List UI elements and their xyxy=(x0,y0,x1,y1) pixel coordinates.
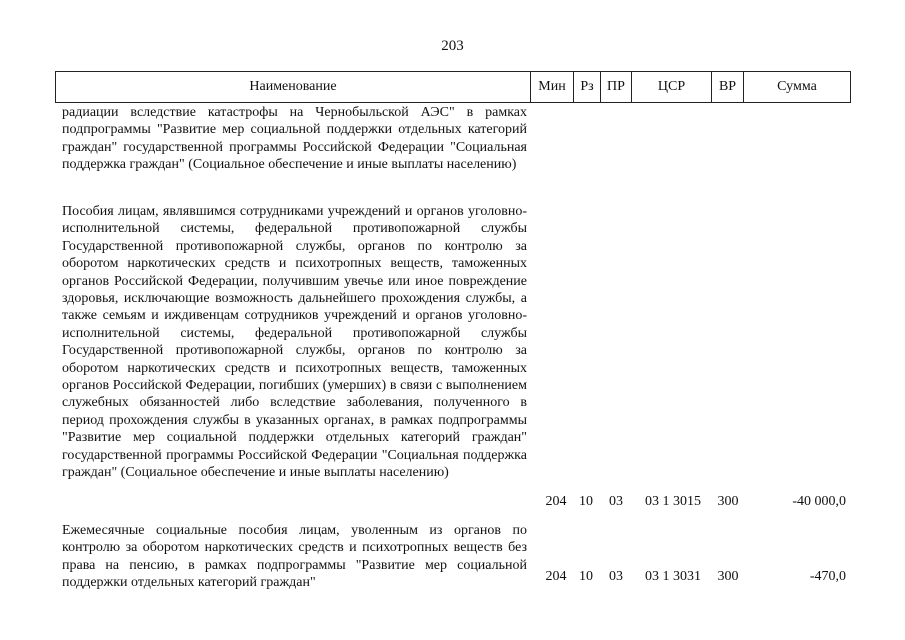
row-min: 204 xyxy=(545,569,567,584)
header-name: Наименование xyxy=(56,72,531,102)
row-pr: 03 xyxy=(609,569,623,584)
table-header xyxy=(55,71,851,103)
header-min: Мин xyxy=(531,72,574,102)
row-vr: 300 xyxy=(717,569,739,584)
header-csr: ЦСР xyxy=(632,72,712,102)
header-pr: ПР xyxy=(601,72,632,102)
row-sum: -470,0 xyxy=(809,569,846,584)
row-min: 204 xyxy=(545,494,567,509)
row-sum: -40 000,0 xyxy=(792,494,846,509)
row-csr: 03 1 3031 xyxy=(645,569,701,584)
row-rz: 10 xyxy=(579,569,593,584)
row-name: Пособия лицам, являвшимся сотрудниками учреждений и органов уголовно-исполнительной системы, федеральной противопожарной службы Государственной противопожарной службы, органов по контролю за оборотом наркотических средств и психотропных веществ, таможенных органов Российской Федерации, получившим увечье или иное повреждение здоровья, исключающие возможность дальнейшего прохождения службы, а также семьям и иждивенцам сотрудников учреждений и органов уголовно-исполнительной системы, федеральной противопожарной службы Государственной противопожарной службы, органов по контролю за оборотом наркотических средств и психотропных веществ, таможенных органов Российской Федерации, погибших (умерших) в связи с выполнением служебных обязанностей либо вследствие заболевания, полученного в период прохождения службы в указанных органах, в рамках подпрограммы "Развитие мер социальной поддержки отдельных категорий граждан" государственной программы Российской Федерации "Социальная поддержка граждан" (Социальное обеспечение и иные выплаты населению) xyxy=(62,204,527,481)
header-vr: ВР xyxy=(712,72,744,102)
row-pr: 03 xyxy=(609,494,623,509)
row-name: радиации вследствие катастрофы на Чернобыльской АЭС" в рамках подпрограммы "Развитие мер социальной поддержки отдельных категорий граждан" государственной программы Российской Федерации "Социальная поддержка граждан" (Социальное обеспечение и иные выплаты населению) xyxy=(62,105,527,173)
header-rz: Рз xyxy=(574,72,601,102)
header-sum: Сумма xyxy=(777,79,817,94)
row-name: Ежемесячные социальные пособия лицам, уволенным из органов по контролю за оборотом наркотических средств и психотропных веществ без права на пенсию, в рамках подпрограммы "Развитие мер социальной поддержки отдельных категорий граждан" xyxy=(62,523,527,591)
page-number: 203 xyxy=(441,38,464,54)
row-csr: 03 1 3015 xyxy=(645,494,701,509)
row-vr: 300 xyxy=(717,494,739,509)
row-rz: 10 xyxy=(579,494,593,509)
